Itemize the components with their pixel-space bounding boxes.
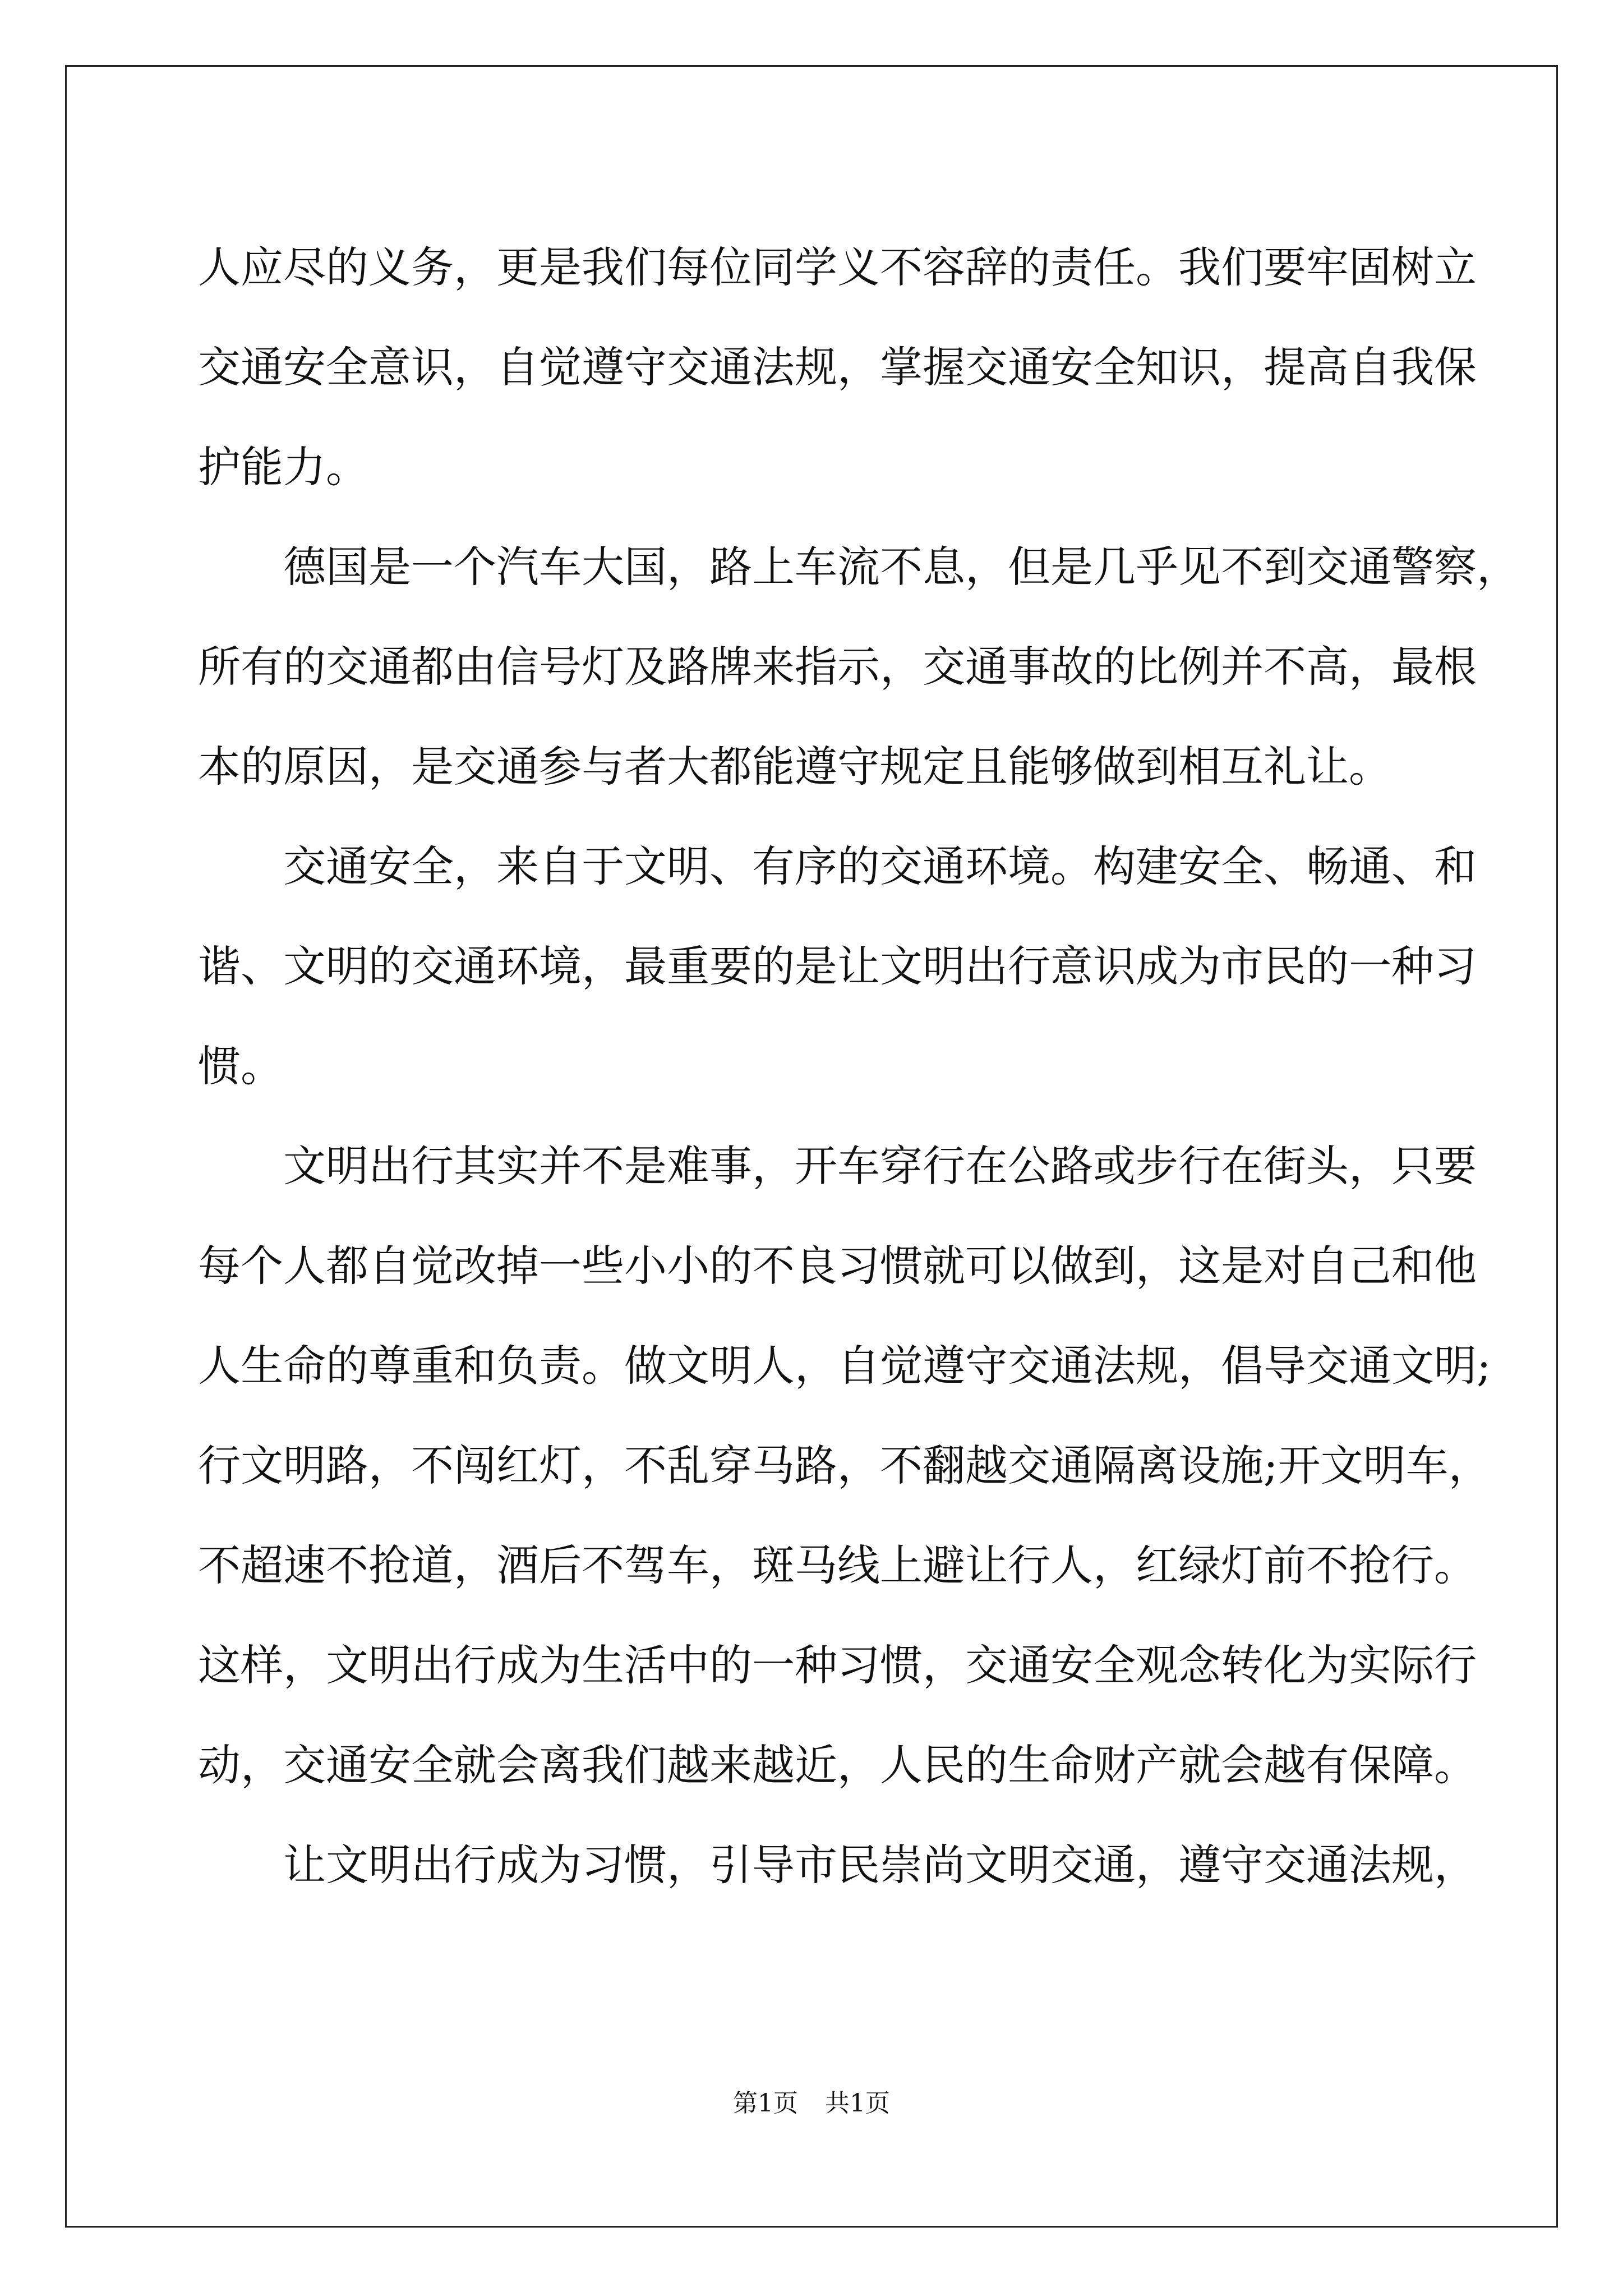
text-line: 动，交通安全就会离我们越来越近，人民的生命财产就会越有保障。 (198, 1740, 1477, 1790)
text-line: 这样，文明出行成为生活中的一种习惯，交通安全观念转化为实际行 (198, 1640, 1477, 1690)
paragraph-first-line: 交通安全，来自于文明、有序的交通环境。构建安全、畅通、和 (283, 841, 1477, 891)
text-line: 人应尽的义务，更是我们每位同学义不容辞的责任。我们要牢固树立 (198, 242, 1477, 292)
paragraph-first-line: 德国是一个汽车大国，路上车流不息，但是几乎见不到交通警察， (283, 542, 1519, 592)
text-line: 不超速不抢道，酒后不驾车，斑马线上避让行人，红绿灯前不抢行。 (198, 1540, 1477, 1590)
text-line: 本的原因，是交通参与者大都能遵守规定且能够做到相互礼让。 (198, 742, 1391, 792)
paragraph-first-line: 文明出行其实并不是难事，开车穿行在公路或步行在街头，只要 (283, 1141, 1477, 1191)
text-line: 护能力。 (198, 442, 368, 492)
text-line: 谐、文明的交通环境，最重要的是让文明出行意识成为市民的一种习 (198, 941, 1477, 991)
document-body (198, 218, 1519, 1915)
text-line: 交通安全意识，自觉遵守交通法规，掌握交通安全知识，提高自我保 (198, 342, 1477, 392)
paragraph-first-line: 让文明出行成为习惯，引导市民崇尚文明交通，遵守交通法规， (283, 1840, 1477, 1890)
text-line: 行文明路，不闯红灯，不乱穿马路，不翻越交通隔离设施;开文明车， (198, 1441, 1491, 1490)
text-line: 惯。 (198, 1041, 283, 1091)
text-line: 所有的交通都由信号灯及路牌来指示，交通事故的比例并不高，最根 (198, 642, 1477, 692)
page-number-current: 第1页 (733, 2089, 798, 2118)
text-line: 每个人都自觉改掉一些小小的不良习惯就可以做到，这是对自己和他 (198, 1241, 1477, 1291)
text-line: 人生命的尊重和负责。做文明人，自觉遵守交通法规，倡导交通文明; (198, 1341, 1491, 1391)
page-number-total: 共1页 (825, 2089, 890, 2118)
page-footer (0, 2087, 1623, 2120)
